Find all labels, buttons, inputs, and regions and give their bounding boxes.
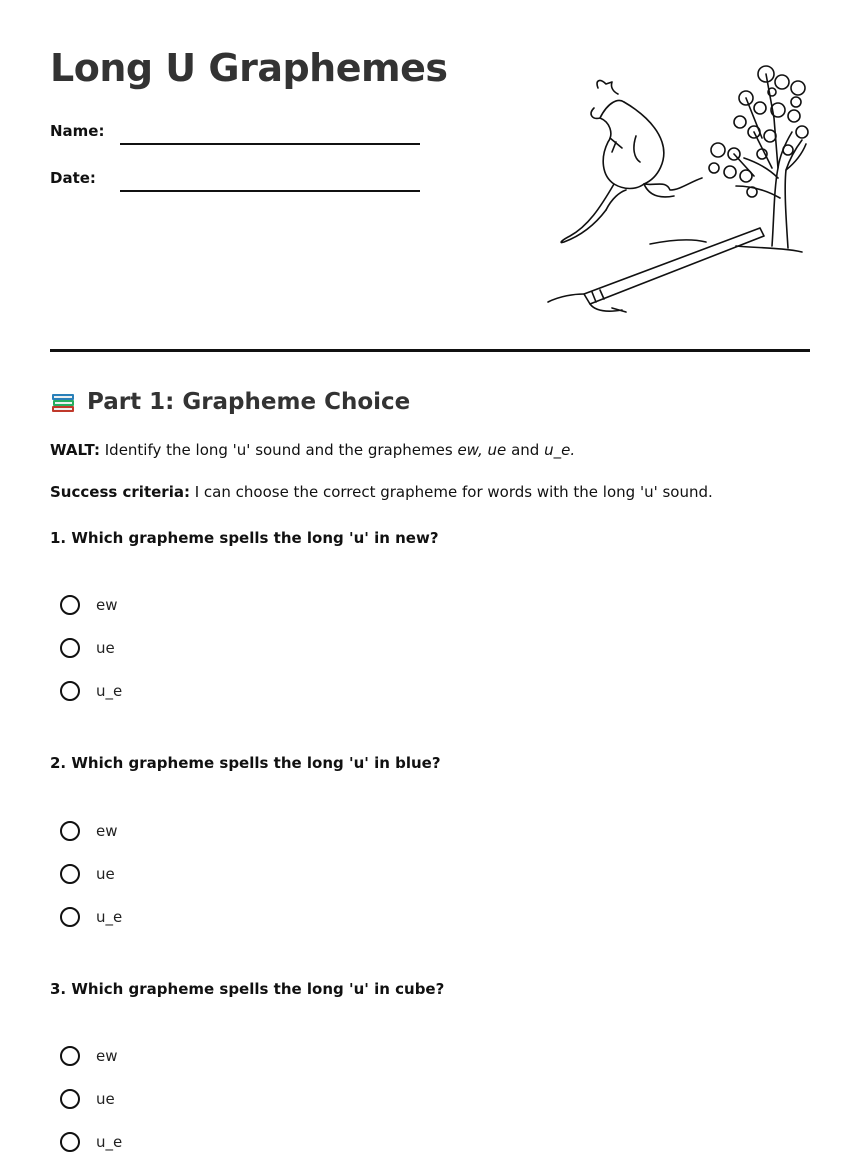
q2-option-u-e[interactable] — [60, 904, 122, 930]
q2-option-ew[interactable] — [60, 818, 118, 844]
q3-option-ue[interactable] — [60, 1086, 115, 1112]
option-label: u_e — [96, 682, 123, 700]
name-label: Name: — [50, 122, 105, 140]
walt-statement — [50, 441, 575, 459]
question-3: 3. Which grapheme spells the long 'u' in cube? — [50, 980, 445, 998]
q1-option-ue[interactable] — [60, 635, 115, 661]
radio-button[interactable] — [60, 864, 80, 884]
radio-button[interactable] — [60, 1132, 80, 1152]
option-label: ew — [96, 822, 118, 840]
date-field[interactable] — [120, 190, 420, 192]
name-field[interactable] — [120, 143, 420, 145]
q1-option-u-e[interactable] — [60, 678, 122, 704]
walt-grapheme-u-e: u_e. — [544, 441, 576, 459]
date-label: Date: — [50, 169, 96, 187]
question-2: 2. Which grapheme spells the long 'u' in blue? — [50, 754, 441, 772]
option-label: u_e — [96, 908, 123, 926]
option-label: u_e — [96, 1133, 123, 1151]
radio-button[interactable] — [60, 595, 80, 615]
section-title-text: Part 1: Grapheme Choice — [87, 388, 411, 415]
success-label: Success criteria: — [50, 483, 190, 501]
kangaroo-illustration — [540, 58, 820, 320]
radio-button[interactable] — [60, 821, 80, 841]
option-label: ue — [96, 865, 115, 883]
success-text: I can choose the correct grapheme for words with the long 'u' sound. — [194, 483, 713, 501]
walt-label: WALT: — [50, 441, 100, 459]
q3-option-u-e[interactable] — [60, 1129, 122, 1155]
walt-grapheme-ew: ew, — [457, 441, 483, 459]
radio-button[interactable] — [60, 1089, 80, 1109]
q2-option-ue[interactable] — [60, 861, 115, 887]
walt-and: and — [511, 441, 540, 459]
section-divider — [50, 349, 810, 352]
walt-text: Identify the long 'u' sound and the graphemes — [104, 441, 453, 459]
page-title: Long U Graphemes — [50, 46, 448, 90]
option-label: ue — [96, 1090, 115, 1108]
option-label: ue — [96, 639, 115, 657]
radio-button[interactable] — [60, 638, 80, 658]
walt-grapheme-ue: ue — [487, 441, 507, 459]
success-criteria — [50, 483, 713, 501]
radio-button[interactable] — [60, 681, 80, 701]
option-label: ew — [96, 1047, 118, 1065]
section-title — [50, 388, 410, 415]
radio-button[interactable] — [60, 907, 80, 927]
option-label: ew — [96, 596, 118, 614]
q3-option-ew[interactable] — [60, 1043, 118, 1069]
radio-button[interactable] — [60, 1046, 80, 1066]
q1-option-ew[interactable] — [60, 592, 118, 618]
question-1: 1. Which grapheme spells the long 'u' in new? — [50, 529, 439, 547]
books-icon — [50, 388, 77, 415]
